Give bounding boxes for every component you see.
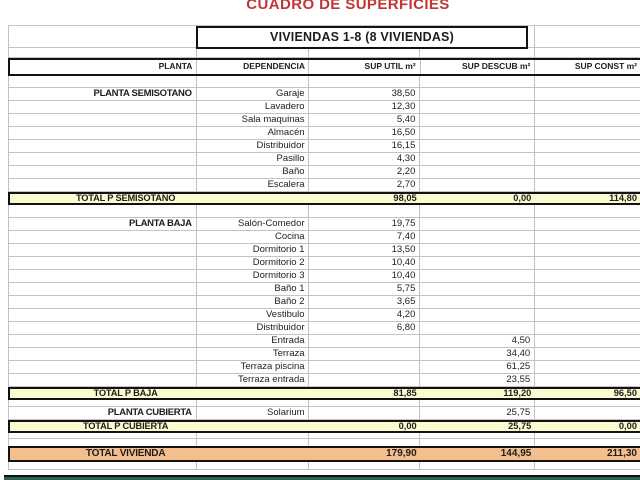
cell-dependencia: Vestibulo	[197, 309, 309, 321]
grid-cell	[9, 205, 197, 217]
cell-sup-const	[535, 127, 640, 139]
cell-sup-descub	[420, 179, 535, 191]
cell-sup-descub: 25,75	[420, 407, 535, 419]
cell-planta	[9, 335, 197, 347]
cell-dependencia: Baño 2	[197, 296, 309, 308]
cell-sup-descub	[420, 101, 535, 113]
cell-planta	[9, 127, 197, 139]
cell-sup-descub	[420, 283, 535, 295]
grid-cell	[420, 433, 535, 438]
grid-cell	[197, 48, 309, 57]
table-row	[8, 296, 640, 309]
cell-dependencia: Distribuidor	[197, 140, 309, 152]
grid-cell	[9, 400, 197, 406]
grid-cell	[535, 76, 640, 87]
cell-sup-util: 7,40	[309, 231, 421, 243]
grid-cell	[197, 205, 309, 217]
cell-dependencia: Lavadero	[197, 101, 309, 113]
cell-planta	[9, 374, 197, 386]
total-sup-util: 179,90	[386, 448, 417, 459]
table-row	[8, 218, 640, 231]
table-row	[8, 407, 640, 420]
cell-sup-descub	[420, 88, 535, 100]
cell-sup-descub	[420, 127, 535, 139]
cell-planta	[9, 283, 197, 295]
table-row	[8, 374, 640, 387]
cell-dependencia: Dormitorio 2	[197, 257, 309, 269]
cell-dependencia: Solarium	[197, 407, 309, 419]
total-sup-const: 96,50	[613, 389, 637, 398]
cell-sup-util: 2,70	[309, 179, 421, 191]
cell-sup-descub	[420, 244, 535, 256]
cell-planta	[9, 140, 197, 152]
cell-sup-const	[535, 270, 640, 282]
cell-sup-util: 16,50	[309, 127, 421, 139]
spacer	[8, 470, 640, 475]
total-sup-descub: 119,20	[503, 389, 532, 398]
cell-sup-const	[535, 257, 640, 269]
total-label: TOTAL P SEMISOTANO	[75, 194, 176, 203]
table-body	[8, 76, 640, 462]
table-row	[8, 166, 640, 179]
cell-dependencia: Escalera	[197, 179, 309, 191]
cell-sup-const	[535, 296, 640, 308]
grid-cell	[420, 400, 535, 406]
cell-dependencia: Terraza entrada	[197, 374, 309, 386]
cell-sup-util	[309, 361, 421, 373]
cell-sup-descub	[420, 153, 535, 165]
surface-table	[8, 25, 640, 475]
cell-sup-const	[535, 218, 640, 230]
grid-cell	[309, 462, 421, 469]
grid-cell	[309, 48, 421, 57]
total-sup-const: 0,00	[618, 422, 637, 431]
table-row	[8, 127, 640, 140]
cell-sup-const	[535, 231, 640, 243]
subtitle-text: VIVIENDAS 1-8 (8 VIVIENDAS)	[270, 30, 454, 44]
cell-sup-util: 10,40	[309, 257, 421, 269]
table-row	[8, 140, 640, 153]
grid-cell	[9, 26, 197, 47]
total-label: TOTAL VIVIENDA	[85, 448, 166, 459]
cell-planta: PLANTA BAJA	[9, 218, 197, 230]
grid-cell	[420, 205, 535, 217]
grid-cell	[420, 48, 535, 57]
cell-sup-util: 12,30	[309, 101, 421, 113]
cell-sup-const	[535, 322, 640, 334]
cell-sup-const	[535, 407, 640, 419]
col-header-planta: PLANTA	[10, 60, 197, 74]
grid-cell	[9, 439, 197, 446]
cell-dependencia: Almacén	[197, 127, 309, 139]
col-header-sup-util: SUP UTIL m²	[309, 60, 421, 74]
cell-dependencia: Distribuidor	[197, 322, 309, 334]
grid-cell	[309, 205, 421, 217]
total-sup-descub: 0,00	[513, 194, 532, 203]
grid-cell	[309, 400, 421, 406]
column-header-row	[8, 58, 640, 76]
total-label: TOTAL P BAJA	[93, 389, 158, 398]
grid-cell	[309, 439, 421, 446]
subtitle-box	[196, 26, 528, 49]
next-table-edge	[4, 475, 640, 480]
cell-planta	[9, 101, 197, 113]
cell-sup-descub: 61,25	[420, 361, 535, 373]
total-row	[8, 420, 640, 433]
grid-cell	[9, 462, 197, 469]
cell-planta	[9, 309, 197, 321]
cell-sup-util: 4,30	[309, 153, 421, 165]
cell-dependencia: Garaje	[197, 88, 309, 100]
cell-sup-descub	[420, 218, 535, 230]
cell-sup-const	[535, 153, 640, 165]
cell-sup-util: 10,40	[309, 270, 421, 282]
table-row	[8, 114, 640, 127]
cell-sup-descub	[420, 140, 535, 152]
cell-dependencia: Dormitorio 3	[197, 270, 309, 282]
grid-cell	[420, 76, 535, 87]
col-header-dependencia: DEPENDENCIA	[197, 60, 309, 74]
cell-planta	[9, 322, 197, 334]
cell-sup-descub	[420, 296, 535, 308]
cell-sup-const	[535, 179, 640, 191]
table-row	[8, 283, 640, 296]
cell-sup-util	[309, 335, 421, 347]
cell-planta	[9, 153, 197, 165]
grid-cell	[197, 76, 309, 87]
grid-cell	[309, 433, 421, 438]
table-row	[8, 348, 640, 361]
spacer-row	[8, 205, 640, 218]
grid-cell	[535, 26, 640, 47]
col-header-sup-const: SUP CONST m²	[574, 61, 638, 71]
table-row	[8, 101, 640, 114]
grid-cell	[9, 433, 197, 438]
grid-cell	[9, 48, 197, 57]
cell-sup-const	[535, 374, 640, 386]
cell-sup-util	[309, 348, 421, 360]
cell-planta	[9, 348, 197, 360]
cell-dependencia: Dormitorio 1	[197, 244, 309, 256]
grand-total-row	[8, 446, 640, 462]
cell-dependencia: Cocina	[197, 231, 309, 243]
spacer-row	[8, 439, 640, 446]
cell-planta	[9, 166, 197, 178]
grid-cell	[535, 205, 640, 217]
cell-planta	[9, 114, 197, 126]
cell-planta	[9, 244, 197, 256]
cell-planta	[9, 361, 197, 373]
grid-cell	[9, 76, 197, 87]
table-row	[8, 361, 640, 374]
cell-sup-const	[535, 309, 640, 321]
table-row	[8, 257, 640, 270]
table-row	[8, 335, 640, 348]
grid-cell	[535, 433, 640, 438]
subtitle-row	[8, 25, 640, 48]
grid-cell	[535, 462, 640, 469]
cell-sup-util: 6,80	[309, 322, 421, 334]
total-sup-descub: 144,95	[500, 448, 532, 459]
cell-sup-const	[535, 283, 640, 295]
cell-sup-descub	[420, 322, 535, 334]
spacer-row	[8, 76, 640, 88]
cell-dependencia: Pasillo	[197, 153, 309, 165]
grid-cell	[420, 462, 535, 469]
grid-cell	[309, 76, 421, 87]
table-row	[8, 153, 640, 166]
total-sup-const: 114,80	[609, 194, 637, 203]
grid-cell	[535, 400, 640, 406]
total-row	[8, 192, 640, 205]
cell-dependencia: Terraza piscina	[197, 361, 309, 373]
table-row	[8, 270, 640, 283]
grid-cell	[535, 439, 640, 446]
cell-sup-util: 3,65	[309, 296, 421, 308]
cell-dependencia: Salón-Comedor	[197, 218, 309, 230]
grid-cell	[535, 48, 640, 57]
total-sup-descub: 25,75	[508, 422, 532, 431]
total-row	[8, 387, 640, 400]
cell-sup-descub: 34,40	[420, 348, 535, 360]
table-row	[8, 244, 640, 257]
cell-sup-descub: 4,50	[420, 335, 535, 347]
grid-cell	[197, 462, 309, 469]
table-row	[8, 322, 640, 335]
cell-planta	[9, 296, 197, 308]
cell-sup-const	[535, 244, 640, 256]
total-sup-util: 81,85	[393, 389, 417, 398]
cell-sup-const	[535, 101, 640, 113]
cell-dependencia: Entrada	[197, 335, 309, 347]
table-row	[8, 309, 640, 322]
cell-sup-util: 13,50	[309, 244, 421, 256]
cell-planta	[9, 179, 197, 191]
cell-sup-util: 2,20	[309, 166, 421, 178]
table-row	[8, 231, 640, 244]
cell-sup-descub	[420, 166, 535, 178]
total-label: TOTAL P CUBIERTA	[82, 422, 169, 431]
cell-sup-descub	[420, 231, 535, 243]
cell-sup-util: 16,15	[309, 140, 421, 152]
cell-sup-util: 38,50	[309, 88, 421, 100]
cell-sup-const	[535, 361, 640, 373]
cell-sup-descub: 23,55	[420, 374, 535, 386]
cell-dependencia: Terraza	[197, 348, 309, 360]
cell-planta: PLANTA CUBIERTA	[9, 407, 197, 419]
spacer-row	[8, 400, 640, 407]
page-title: CUADRO DE SUPERFICIES	[246, 0, 450, 13]
cell-sup-const	[535, 88, 640, 100]
grid-cell	[197, 439, 309, 446]
cell-sup-util: 4,20	[309, 309, 421, 321]
col-header-sup-descub: SUP DESCUB m²	[421, 60, 536, 74]
cell-sup-util: 5,75	[309, 283, 421, 295]
cell-sup-descub	[420, 270, 535, 282]
cell-planta: PLANTA SEMISOTANO	[9, 88, 197, 100]
cell-sup-const	[535, 335, 640, 347]
cell-planta	[9, 231, 197, 243]
cell-dependencia: Baño	[197, 166, 309, 178]
cell-sup-const	[535, 348, 640, 360]
spacer-row	[8, 48, 640, 58]
total-sup-util: 0,00	[398, 422, 417, 431]
cell-sup-util	[309, 374, 421, 386]
cell-dependencia: Sala maquinas	[197, 114, 309, 126]
cell-sup-descub	[420, 257, 535, 269]
cell-sup-const	[535, 140, 640, 152]
title-zone	[0, 0, 640, 25]
total-sup-const: 211,30	[606, 448, 637, 459]
cell-sup-util: 19,75	[309, 218, 421, 230]
cell-sup-util: 5,40	[309, 114, 421, 126]
cell-sup-descub	[420, 114, 535, 126]
table-row	[8, 179, 640, 192]
cell-sup-util	[309, 407, 421, 419]
grid-cell	[197, 433, 309, 438]
grid-cell	[197, 400, 309, 406]
grid-cell	[420, 439, 535, 446]
cell-sup-const	[535, 166, 640, 178]
cell-sup-descub	[420, 309, 535, 321]
cell-planta	[9, 270, 197, 282]
cell-sup-const	[535, 114, 640, 126]
cell-dependencia: Baño 1	[197, 283, 309, 295]
total-sup-util: 98,05	[393, 194, 417, 203]
table-row	[8, 88, 640, 101]
spacer-row	[8, 462, 640, 470]
cell-planta	[9, 257, 197, 269]
